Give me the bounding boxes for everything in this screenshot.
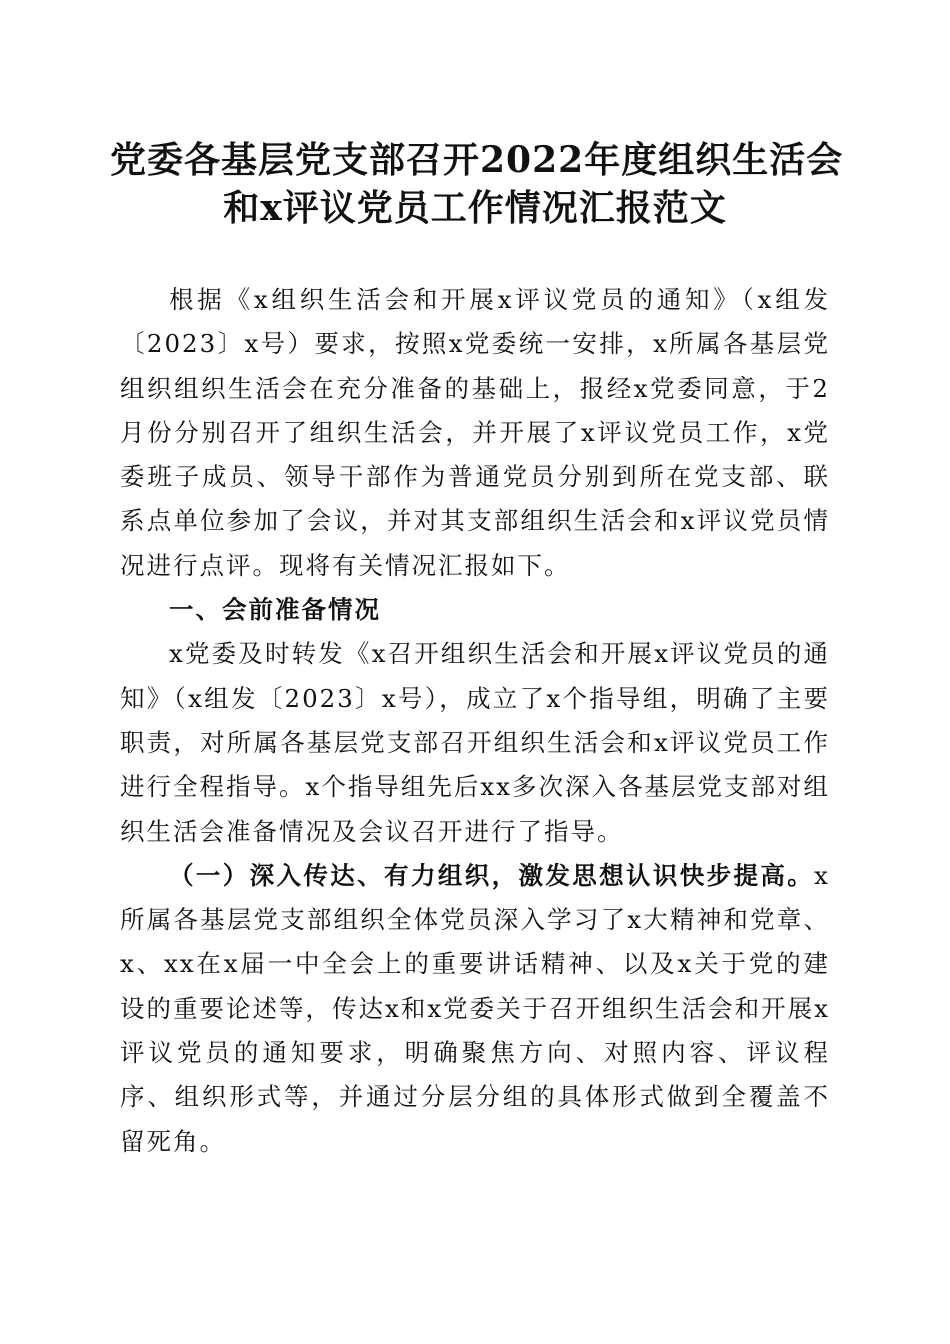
subsection-1-body: x所属各基层党支部组织全体党员深入学习了x大精神和党章、x、xx在x届一中全会上的重要讲话精神、以及x关于党的建设的重要论述等，传达x和x党委关于召开组织生活会和开展x评议党员的通知要求，明确聚焦方向、对照内容、评议程序、组织形式等，并通过分层分组的具体形式做到全覆盖不留死角。 [120,860,830,1156]
paragraph-intro: 根据《x组织生活会和开展x评议党员的通知》（x组发〔2023〕x号）要求，按照x党委统一安排，x所属各基层党组织组织生活会在充分准备的基础上，报经x党委同意，于2月份分别召开了组织生活会，并开展了x评议党员工作，x党委班子成员、领导干部作为普通党员分别到所在党支部、联系点单位参加了会议，并对其支部组织生活会和x评议党员情况进行点评。现将有关情况汇报如下。 [120,285,830,580]
document-body [120,278,830,1164]
subsection-heading-1: （一）深入传达、有力组织，激发思想认识快步提高。 [169,860,815,890]
paragraph-guidance: x党委及时转发《x召开组织生活会和开展x评议党员的通知》（x组发〔2023〕x号），成立了x个指导组，明确了主要职责，对所属各基层党支部召开组织生活会和x评议党员工作进行全程指导。x个指导组先后xx多次深入各基层党支部对组织生活会准备情况及会议召开进行了指导。 [120,639,830,846]
section-heading-preparation: 一、会前准备情况 [169,595,381,625]
document-title-line-2: 和x评议党员工作情况汇报范文 [223,187,727,229]
paragraph-subsection-1 [120,854,830,1164]
document-title-line-1: 党委各基层党支部召开2022年度组织生活会 [110,139,844,181]
